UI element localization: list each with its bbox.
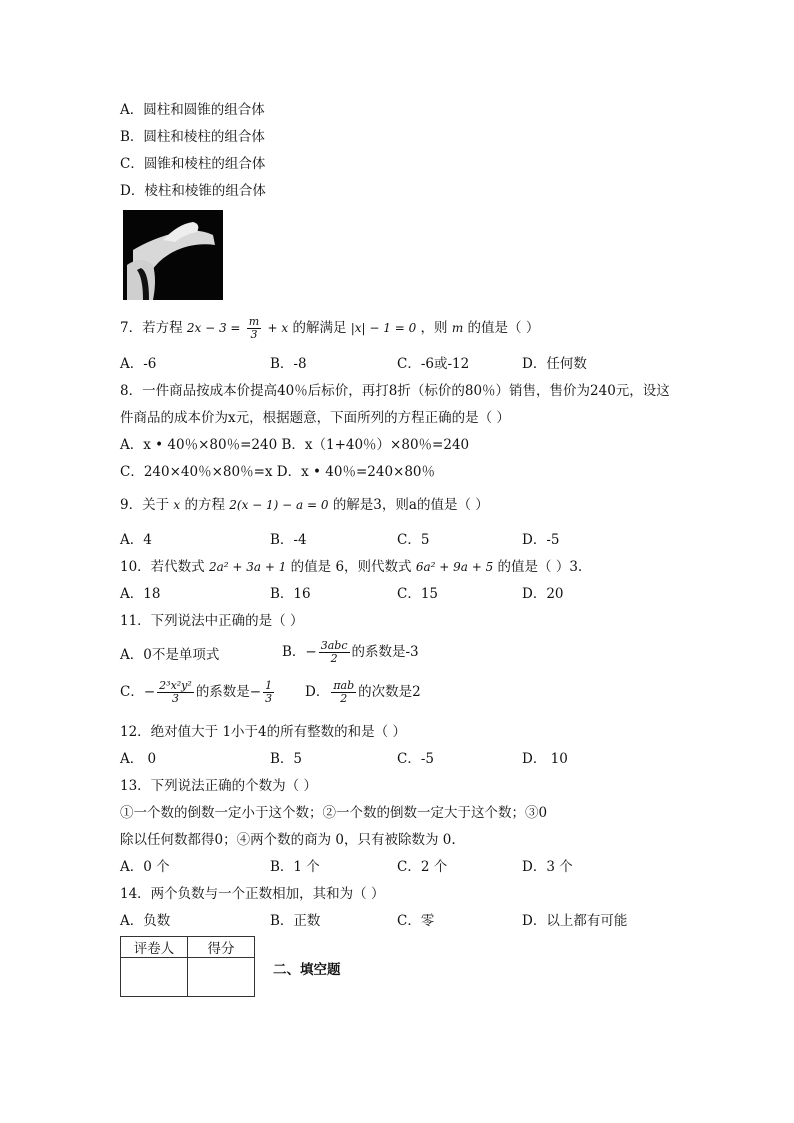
question-7: 7．若方程 2x − 3 = $\frac{m}{3}$ + x 的解满足 |x| − 1 = 0 ，则 m 的值是（ ） (120, 315, 540, 341)
section-title: 二、填空题 (273, 962, 341, 978)
grader-header: 评卷人 (121, 937, 188, 958)
q9-option-b: B．-4 (270, 532, 307, 548)
q10-option-c: C．15 (397, 586, 439, 602)
q14-stem: 14．两个负数与一个正数相加，其和为（ ） (120, 886, 385, 902)
q12-stem: 12．绝对值大于 1小于4的所有整数的和是（ ） (120, 724, 406, 740)
score-table (120, 936, 255, 997)
q6-option-c: C．圆锥和棱柱的组合体 (120, 156, 266, 172)
question-10: 10．若代数式 2a² + 3a + 1 的值是 6，则代数式 6a² + 9a + 5 的值是（ ）3. (120, 559, 583, 575)
q14-option-d: D．以上都有可能 (522, 913, 628, 929)
q14-option-b: B．正数 (270, 913, 321, 929)
q11-stem: 11．下列说法中正确的是（ ） (120, 613, 304, 629)
q6-option-b: B．圆柱和棱柱的组合体 (120, 129, 265, 145)
q14-option-c: C．零 (397, 913, 435, 929)
q13-option-b: B．1 个 (270, 859, 320, 875)
q7-option-a: A．-6 (120, 356, 157, 372)
score-cell[interactable] (188, 958, 255, 997)
q8-line-2: 件商品的成本价为x元，根据题意，下面所列的方程正确的是（ ） (120, 410, 510, 426)
q8-line-1: 8．一件商品按成本价提高40％后标价，再打8折（标价的80％）销售，售价为240元，设这 (120, 383, 670, 399)
q13-stem: 13．下列说法正确的个数为（ ） (120, 778, 317, 794)
q7-option-b: B．-8 (270, 356, 307, 372)
q7-option-c: C．-6或-12 (397, 356, 470, 372)
q11-option-d: D． $\frac{\text{πab}}{2}$ 的次数是2 (305, 679, 421, 705)
q14-option-a: A．负数 (120, 913, 171, 929)
q8-line-4: C．240×40％×80％=x D．x • 40％=240×80％ (120, 464, 436, 480)
q6-option-d: D．棱柱和棱锥的组合体 (120, 183, 266, 199)
q10-option-d: D．20 (522, 586, 564, 602)
q13-line-2: 除以任何数都得0；④两个数的商为 0，只有被除数为 0. (120, 832, 456, 848)
q12-option-d: D． 10 (522, 751, 568, 767)
grader-cell[interactable] (121, 958, 188, 997)
q8-line-3: A．x • 40％×80％=240 B．x（1+40％）×80％=240 (120, 437, 470, 453)
q10-option-a: A．18 (120, 586, 161, 602)
q11-option-c: C．− $\frac{\text{2³x²y²}}{3}$ 的系数是− $\frac{1}{3}$ (120, 679, 273, 705)
q9-option-a: A．4 (120, 532, 152, 548)
score-header: 得分 (188, 937, 255, 958)
q12-option-a: A． 0 (120, 751, 157, 767)
q13-option-d: D．3 个 (522, 859, 573, 875)
q12-option-b: B．5 (270, 751, 303, 767)
rotating-hand-photo (123, 210, 223, 300)
q11-option-b: B．− $\frac{\text{3abc}}{2}$ 的系数是-3 (282, 639, 419, 665)
q11-option-a: A．0不是单项式 (120, 647, 220, 663)
q13-option-c: C．2 个 (397, 859, 448, 875)
q9-option-c: C．5 (397, 532, 430, 548)
q12-option-c: C．-5 (397, 751, 434, 767)
q6-option-a: A．圆柱和圆锥的组合体 (120, 102, 265, 118)
q7-option-d: D．任何数 (522, 356, 587, 372)
q9-option-d: D．-5 (522, 532, 560, 548)
q13-line-1: ①一个数的倒数一定小于这个数；②一个数的倒数一定大于这个数；③0 (120, 805, 548, 821)
q10-option-b: B．16 (270, 586, 311, 602)
q7-fraction: $\frac{m}{3}$ (248, 315, 260, 341)
q13-option-a: A．0 个 (120, 859, 170, 875)
question-9: 9．关于 x 的方程 2(x − 1) − a = 0 的解是3，则a的值是（ ） (120, 497, 489, 513)
